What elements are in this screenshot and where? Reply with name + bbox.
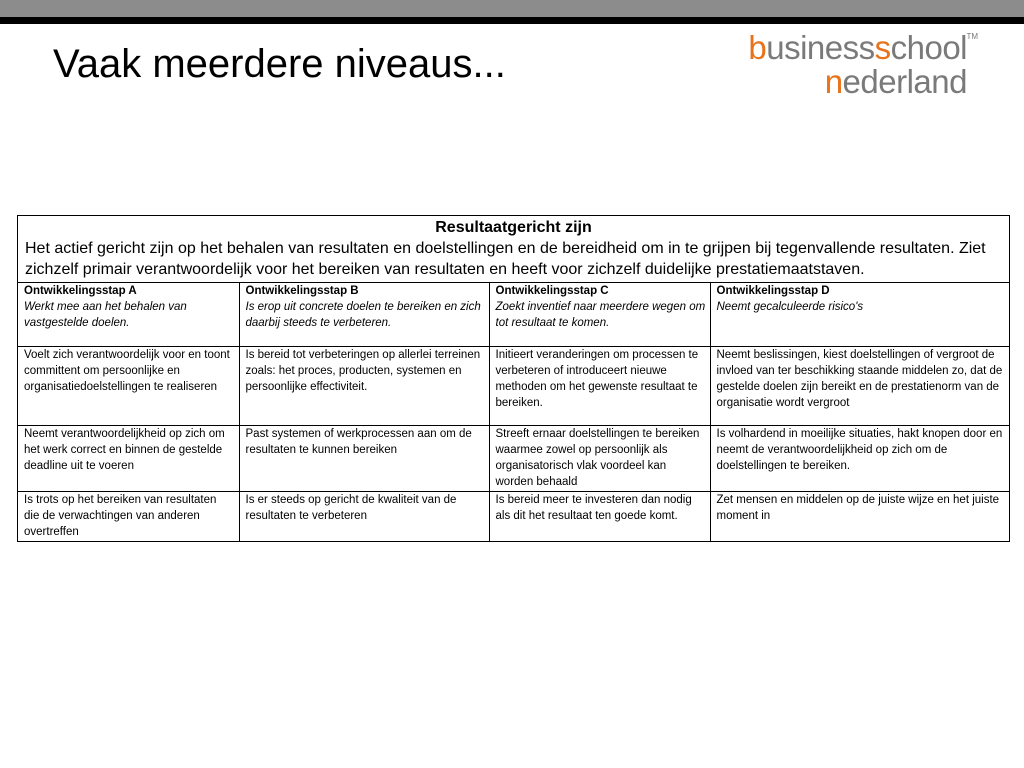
table-row <box>18 492 1009 542</box>
behavior-cell: Is bereid meer te investeren dan nodig als dit het resultaat ten goede komt. <box>489 492 710 542</box>
behavior-cell: Is bereid tot verbeteringen op allerlei terreinen zoals: het proces, producten, systemen en persoonlijke effectiviteit. <box>239 347 489 426</box>
table-row <box>18 426 1009 492</box>
behavior-cell: Neemt beslissingen, kiest doelstellingen of vergroot de invloed van ter beschikking staande middelen zo, dat de gestelde doelen zijn bereikt en de prestatienorm van de organisatie wordt vergroot <box>710 347 1009 426</box>
step-name: Ontwikkelingsstap C <box>495 285 609 297</box>
behavior-cell: Neemt verantwoordelijkheid op zich om het werk correct en binnen de gestelde deadline uit te voeren <box>18 426 239 492</box>
step-description: Neemt gecalculeerde risico's <box>716 301 864 313</box>
step-cell-b <box>239 283 489 347</box>
step-cell-c <box>489 283 710 347</box>
top-band-gray <box>0 0 1024 17</box>
logo-line-nederland: nederland <box>824 63 967 100</box>
behavior-cell: Zet mensen en middelen op de juiste wijze en het juiste moment in <box>710 492 1009 542</box>
logo-trademark: TM <box>966 32 978 41</box>
steps-header-row <box>18 283 1009 347</box>
table-row <box>18 347 1009 426</box>
development-steps-grid <box>18 283 1009 541</box>
step-cell-a <box>18 283 239 347</box>
behavior-cell: Is er steeds op gericht de kwaliteit van de resultaten te verbeteren <box>239 492 489 542</box>
competency-title: Resultaatgericht zijn <box>435 219 592 236</box>
step-name: Ontwikkelingsstap B <box>245 285 359 297</box>
behavior-cell: Initieert veranderingen om processen te verbeteren of introduceert nieuwe methoden om het gewenste resultaat te bereiken. <box>489 347 710 426</box>
behavior-cell: Is trots op het bereiken van resultaten die de verwachtingen van anderen overtreffen <box>18 492 239 542</box>
step-name: Ontwikkelingsstap A <box>24 285 137 297</box>
slide-title: Vaak meerdere niveaus... <box>53 42 506 86</box>
behavior-cell: Past systemen of werkprocessen aan om de resultaten te kunnen bereiken <box>239 426 489 492</box>
behavior-cell: Streeft ernaar doelstellingen te bereiken waarmee zowel op persoonlijk als organisatorisch vlak voordeel kan worden behaald <box>489 426 710 492</box>
competency-description: Het actief gericht zijn op het behalen van resultaten en doelstellingen en de bereidheid om in te grijpen bij tegenvallende resultaten. Ziet zichzelf primair verantwoordelijk voor het bereiken van resultaten en heeft voor zichzelf duidelijke prestatiemaatstaven. <box>25 240 986 278</box>
competency-header <box>18 216 1009 283</box>
behavior-cell: Is volhardend in moeilijke situaties, hakt knopen door en neemt de verantwoordelijkheid op zich om de doelstellingen te bereiken. <box>710 426 1009 492</box>
step-name: Ontwikkelingsstap D <box>716 285 830 297</box>
competency-table <box>17 215 1010 542</box>
step-cell-d <box>710 283 1009 347</box>
step-description: Werkt mee aan het behalen van vastgestelde doelen. <box>24 301 187 329</box>
logo-line-businessschool: businessschool <box>748 29 967 66</box>
top-band-black <box>0 17 1024 24</box>
step-description: Is erop uit concrete doelen te bereiken en zich daarbij steeds te verbeteren. <box>245 301 481 329</box>
businessschool-nederland-logo <box>748 29 995 102</box>
behavior-cell: Voelt zich verantwoordelijk voor en toont committent om persoonlijke en organisatiedoelstellingen te realiseren <box>18 347 239 426</box>
step-description: Zoekt inventief naar meerdere wegen om tot resultaat te komen. <box>495 301 706 329</box>
